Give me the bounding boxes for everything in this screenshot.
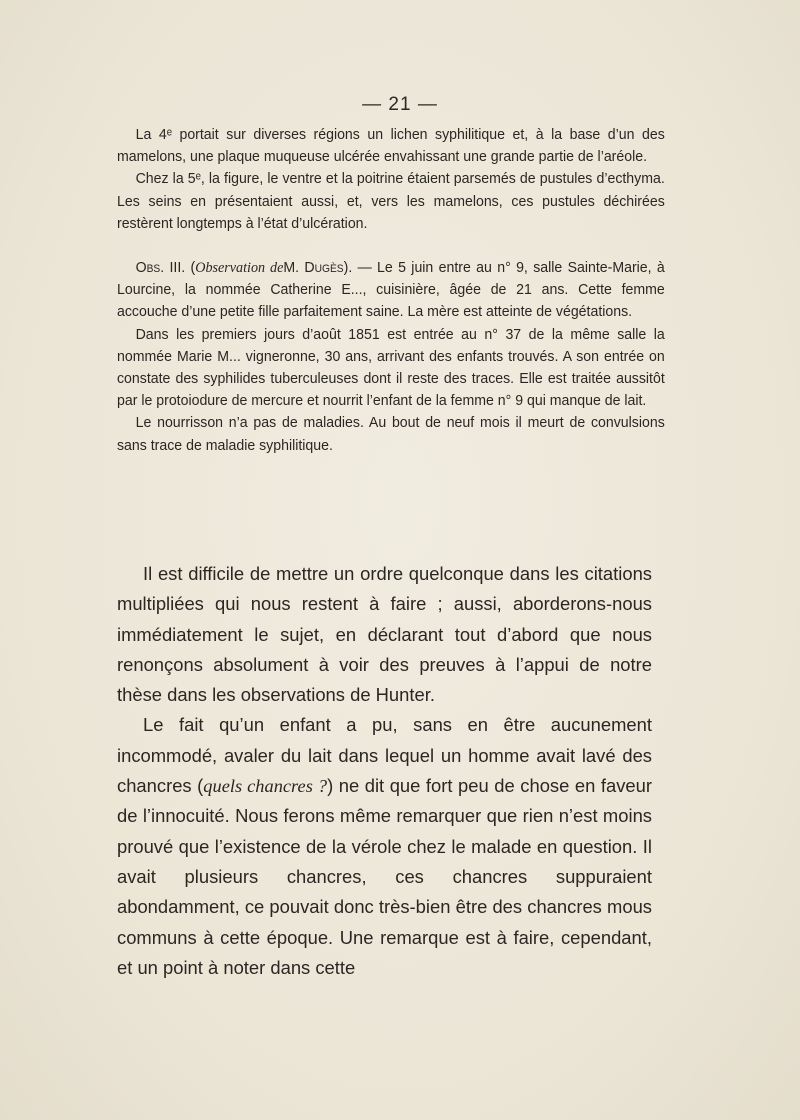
observation-text: ). — Le 5 juin entre au n° 9, salle Sainte-Marie, à Lourcine, la nommée Catherine E..., cuisinière, âgée de 21 ans. Cette femme accouche d’une petite fille parfaitement saine. La mère est atteinte de végétations. [117,259,665,321]
text-run: ) ne dit que fort peu de chose en faveur de l’innocuité. Nous ferons même remarquer que rien n’est moins prouvé que l’existence de la vérole chez le malade en question. Il avait plusieurs chancres, ces chancres suppuraient abondamment, ce pouvait donc très-bien être des chancres mous communs à cette époque. Une remarque est à faire, cependant, et un point à noter dans cette [117,775,652,978]
paragraph: Le nourrisson n’a pas de maladies. Au bout de neuf mois il meurt de convulsions sans trace de maladie syphilitique. [117,414,665,454]
observation-block [117,124,665,457]
paragraph [117,710,652,983]
observation-label: Obs. III. [135,259,186,277]
page-number: — 21 — [362,94,438,115]
observation-source: Observation de [195,259,284,277]
observation-author: M. Dugès [283,259,344,277]
text-run: Le fait qu’un enfant a pu, sans en être aucunement incommodé, avaler du lait dans lequel un homme avait lavé des chancres ( [117,714,652,797]
paragraph: Dans les premiers jours d’août 1851 est entrée au n° 37 de la même salle la nommée Marie M... vigneronne, 30 ans, arrivant des enfants trouvés. A son entrée on constate des syphilides tuberculeuses dont il reste des traces. Elle est traitée aussitôt par le protoiodure de mercure et nourrit l’enfant de la femme n° 9 qui manque de lait. [117,325,665,410]
paragraph: Il est difficile de mettre un ordre quelconque dans les citations multipliées qui nous restent à faire ; aussi, aborderons-nous immédiatement le sujet, en déclarant tout d’abord que nous renonçons absolument à voir des preuves à l’appui de notre thèse dans les observations de Hunter. [117,563,652,706]
main-text [117,559,652,983]
paragraph: La 4ᵉ portait sur diverses régions un lichen syphilitique et, à la base d’un des mamelons, une plaque muqueuse ulcérée envahissant une grande partie de l’aréole. [117,126,665,166]
italic-run: quels chancres ? [203,776,328,797]
paragraph: Chez la 5ᵉ, la figure, le ventre et la poitrine étaient parsemés de pustules d’ecthyma. Les seins en présentaient aussi, et, vers les mamelons, ces pustules déchirées restèrent longtemps à l’état d’ulcération. [117,170,665,232]
observation-paragraph [117,257,665,324]
paren-open: ( [190,259,196,277]
